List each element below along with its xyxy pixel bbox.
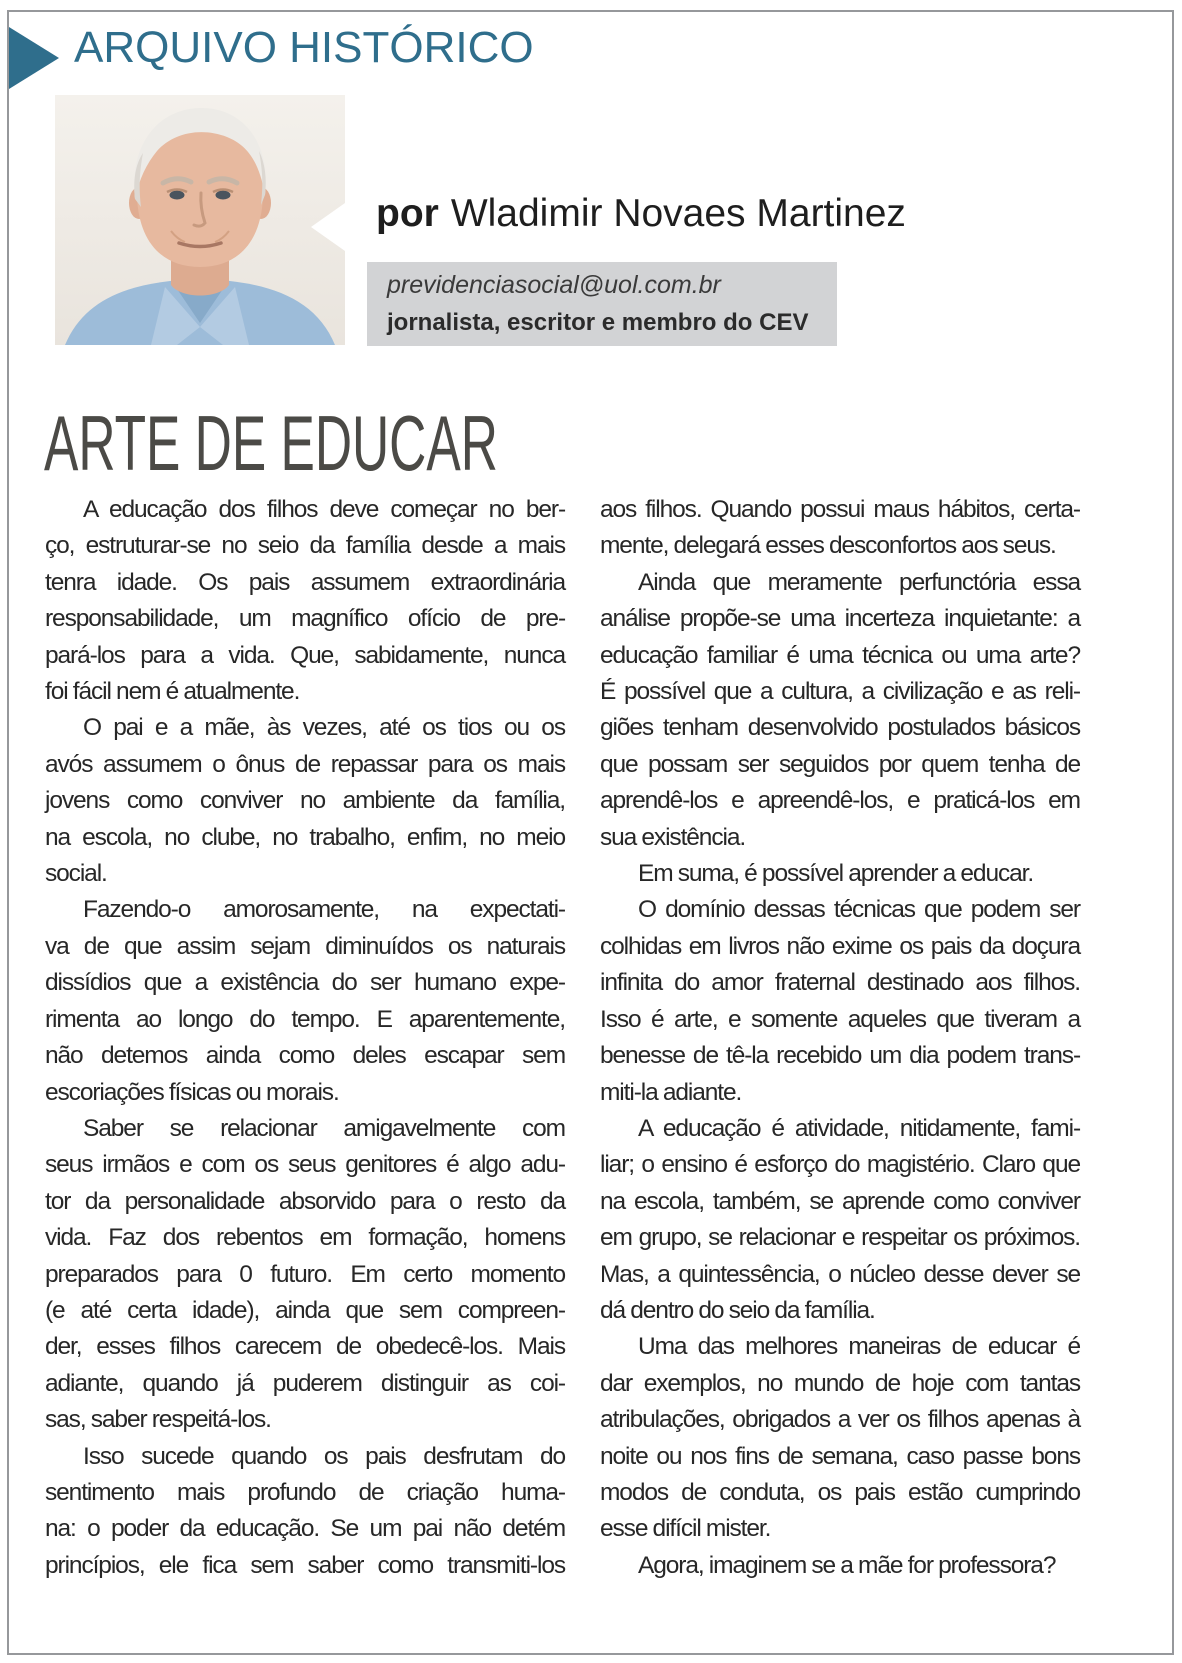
text-line: Isso sucede quando os pais desfrutam do bbox=[83, 1442, 565, 1470]
text-line: infinita do amor fraternal destinado aos filhos. bbox=[600, 969, 1080, 997]
paragraph bbox=[45, 892, 565, 1110]
text-line: que possam ser seguidos por quem tenha de bbox=[600, 750, 1080, 778]
article-body bbox=[45, 492, 1080, 1584]
text-line: sua existência. bbox=[600, 823, 746, 851]
text-line: tenra idade. Os pais assumem extraordinária bbox=[45, 568, 565, 596]
author-name: Wladimir Novaes Martinez bbox=[450, 192, 906, 235]
text-line: social. bbox=[45, 860, 107, 888]
text-line: A educação é atividade, nitidamente, fami- bbox=[638, 1114, 1080, 1142]
text-line: noite ou nos fins de semana, caso passe bons bbox=[600, 1442, 1080, 1470]
text-line: tor da personalidade absorvido para o resto da bbox=[45, 1187, 565, 1215]
portrait-illustration bbox=[55, 95, 345, 345]
text-line: modos de conduta, os pais estão cumprindo bbox=[600, 1478, 1080, 1506]
text-line: foi fácil nem é atualmente. bbox=[45, 678, 300, 706]
text-line: (e até certa idade), ainda que sem compreen- bbox=[45, 1296, 565, 1324]
text-line: vida. Faz dos rebentos em formação, homens bbox=[45, 1224, 565, 1252]
column-left bbox=[45, 492, 565, 1584]
paragraph bbox=[600, 492, 1080, 565]
text-line: avós assumem o ônus de repassar para os mais bbox=[45, 750, 565, 778]
column-right bbox=[600, 492, 1080, 1584]
text-line: sentimento mais profundo de criação huma- bbox=[45, 1478, 565, 1506]
text-line: colhidas em livros não exime os pais da doçura bbox=[600, 932, 1080, 960]
text-line: Isso é arte, e somente aqueles que tiveram a bbox=[600, 1005, 1080, 1033]
text-line: rimenta ao longo do tempo. E aparentemente, bbox=[45, 1005, 565, 1033]
text-line: princípios, ele fica sem saber como transmiti-los bbox=[45, 1551, 565, 1579]
text-line: esse difícil mister. bbox=[600, 1515, 771, 1543]
text-line: dar exemplos, no mundo de hoje com tantas bbox=[600, 1369, 1080, 1397]
text-line: na escola, também, se aprende como conviver bbox=[600, 1187, 1080, 1215]
author-photo bbox=[55, 95, 345, 345]
text-line: aprendê-los e apreendê-los, e praticá-los em bbox=[600, 787, 1080, 815]
section-title: ARQUIVO HISTÓRICO bbox=[74, 23, 534, 72]
text-line: dissídios que a existência do ser humano expe- bbox=[45, 969, 565, 997]
text-line: pará-los para a vida. Que, sabidamente, nunca bbox=[45, 641, 565, 669]
text-line: adiante, quando já puderem distinguir as coi- bbox=[45, 1369, 565, 1397]
text-line: Saber se relacionar amigavelmente com bbox=[83, 1114, 565, 1142]
text-line: miti-la adiante. bbox=[600, 1078, 742, 1106]
text-line: va de que assim sejam diminuídos os naturais bbox=[45, 932, 565, 960]
text-line: Uma das melhores maneiras de educar é bbox=[638, 1333, 1080, 1361]
text-line: der, esses filhos carecem de obedecê-los. Mais bbox=[45, 1333, 565, 1361]
paragraph bbox=[45, 1111, 565, 1439]
text-line: não detemos ainda como deles escapar sem bbox=[45, 1042, 565, 1070]
paragraph bbox=[600, 856, 1080, 892]
paragraph bbox=[600, 892, 1080, 1110]
article-title: ARTE DE EDUCAR bbox=[44, 399, 498, 487]
text-line: ço, estruturar-se no seio da família desde a mais bbox=[45, 532, 565, 560]
text-line: mente, delegará esses desconfortos aos seus. bbox=[600, 532, 1056, 560]
text-line: na: o poder da educação. Se um pai não detém bbox=[45, 1515, 565, 1543]
left-chevron-notch-icon bbox=[311, 203, 345, 251]
right-triangle-marker-icon bbox=[9, 27, 59, 89]
text-line: aos filhos. Quando possui maus hábitos, certa- bbox=[600, 496, 1080, 523]
text-line: Em suma, é possível aprender a educar. bbox=[638, 860, 1034, 888]
author-role: jornalista, escritor e membro do CEV bbox=[387, 309, 809, 336]
paragraph bbox=[45, 1439, 565, 1585]
author-email: previdenciasocial@uol.com.br bbox=[387, 271, 721, 299]
text-line: seus irmãos e com os seus genitores é algo adu- bbox=[45, 1151, 565, 1179]
text-line: atribulações, obrigados a ver os filhos apenas à bbox=[600, 1406, 1080, 1434]
text-line: A educação dos filhos deve começar no ber- bbox=[83, 496, 565, 523]
text-line: responsabilidade, um magnífico ofício de pre- bbox=[45, 605, 565, 633]
byline bbox=[376, 192, 906, 236]
text-line: preparados para 0 futuro. Em certo momento bbox=[45, 1260, 565, 1288]
text-line: Ainda que meramente perfunctória essa bbox=[638, 568, 1080, 596]
text-line: Agora, imaginem se a mãe for professora? bbox=[638, 1551, 1056, 1579]
paragraph bbox=[600, 1548, 1080, 1584]
text-line: Fazendo-o amorosamente, na expectati- bbox=[83, 896, 565, 924]
text-line: dá dentro do seio da família. bbox=[600, 1296, 875, 1324]
contact-box bbox=[367, 262, 837, 346]
text-line: giões tenham desenvolvido postulados básicos bbox=[600, 714, 1080, 742]
paragraph bbox=[45, 492, 565, 710]
text-line: análise propõe-se uma incerteza inquietante: a bbox=[600, 605, 1080, 633]
paragraph bbox=[600, 565, 1080, 856]
text-line: em grupo, se relacionar e respeitar os próximos. bbox=[600, 1224, 1080, 1252]
text-line: benesse de tê-la recebido um dia podem trans- bbox=[600, 1042, 1080, 1070]
text-line: O domínio dessas técnicas que podem ser bbox=[638, 896, 1080, 924]
text-line: educação familiar é uma técnica ou uma arte? bbox=[600, 641, 1080, 669]
paragraph bbox=[600, 1329, 1080, 1547]
text-line: sas, saber respeitá-los. bbox=[45, 1406, 271, 1434]
text-line: na escola, no clube, no trabalho, enfim, no meio bbox=[45, 823, 565, 851]
text-line: Mas, a quintessência, o núcleo desse dever se bbox=[600, 1260, 1080, 1288]
byline-prefix: por bbox=[376, 192, 439, 235]
text-line: O pai e a mãe, às vezes, até os tios ou os bbox=[83, 714, 565, 742]
paragraph bbox=[45, 710, 565, 892]
paragraph bbox=[600, 1111, 1080, 1329]
text-line: liar; o ensino é esforço do magistério. Claro que bbox=[600, 1151, 1080, 1179]
text-line: É possível que a cultura, a civilização e as reli- bbox=[600, 678, 1080, 706]
text-line: jovens como conviver no ambiente da família, bbox=[45, 787, 565, 815]
text-line: escoriações físicas ou morais. bbox=[45, 1078, 339, 1106]
